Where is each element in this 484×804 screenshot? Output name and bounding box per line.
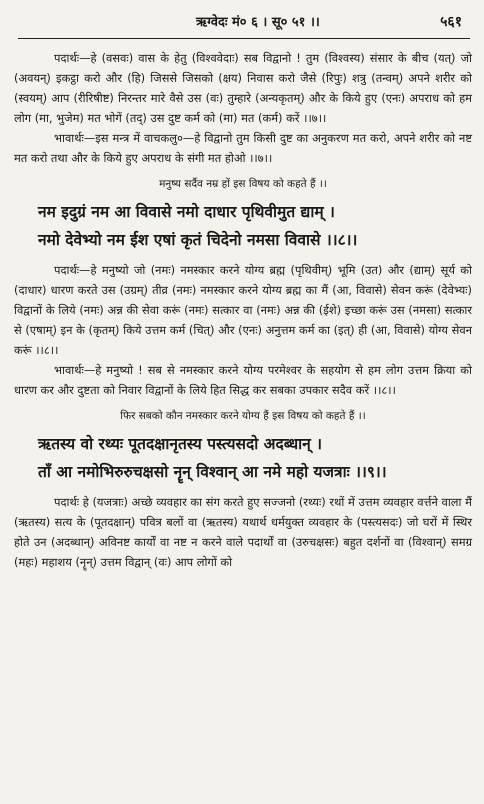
- section-caption-8: मनुष्य सर्दैव नम्र हों इस विषय को कहते हैं ।।: [159, 178, 327, 190]
- running-title: ऋग्वेदः मं० ६ । सू० ५१ ।।: [196, 15, 320, 30]
- padartha-paragraph-8: पदार्थः—हे मनुष्यो जो (नमः) नमस्कार करने योग्य ब्रह्म (पृथिवीम्) भूमि (उत) और (द्याम्) सूर्य को (दाधार) धारण करते उस (उग्रम्) तीव्र (नमः) नमस्कार करने योग्य ब्रह्म का मैं (आ, विवासे) सेवन करूं (देवेभ्यः) विद्वानों के लिये (नमः) अन्न की सेवा करूं (नमः) सत्कार वा (नमः) अन्न की (ईशे) इच्छा करूं उस (नमसा) सत्कार से (एषाम्) इन के (कृतम्) किये उत्तम कर्म (चित्) और (एनः) अनुत्तम कर्म का (इत्) ही (आ, विवासे) योग्य सेवन करूं ।।८।।: [14, 263, 472, 357]
- page-header: [0, 12, 484, 34]
- padartha-paragraph-7: पदार्थः—हे (वसवः) वास के हेतु (विश्ववेदाः) सब विद्वानो ! तुम (विश्वस्य) संसार के बीच (यत्) जो (अवयन्) इकट्ठा करो और (हि) जिससे जिसको (क्षय) निवास करो जैसे (रिपुः) शत्रु (तन्वम्) अपने शरीर को (स्वयम्) आप (रीरिषीष्ट) निरन्तर मारे वैसे उस (वः) तुम्हारे (अन्यकृतम्) और के किये हुए (एनः) अपराध को हम लोग (मा, भुजेम) मत भोगें (तद्) उस दुष्ट कर्म को (मा) मत (कर्म) करें ।।७।।: [14, 51, 472, 125]
- verse-8-line-2: नमो देवेभ्यो नम ईश एषां कृतं चिदेनो नमसा विवासे ।।८।।: [38, 230, 358, 249]
- bhavartha-paragraph-7: भावार्थः—इस मन्त्र में वाचकलु०—हे विद्वानो तुम किसी दुष्ट का अनुकरण मत करो, अपने शरीर को नष्ट मत करो तथा और के किये हुए अपराध के संगी मत होओ ।।७।।: [14, 131, 472, 165]
- bhavartha-paragraph-8: भावार्थः—हे मनुष्यो ! सब से नमस्कार करने योग्य परमेश्वर के सहयोग से हम लोग उत्तम क्रिया को धारण कर और दुष्टता को निवार विद्वानों के लिये हित सिद्ध कर सबका उपकार सदैव करें ।।८।।: [14, 363, 472, 397]
- header-rule: [18, 38, 470, 39]
- padartha-paragraph-9: पदार्थः हे (यजत्राः) अच्छे व्यवहार का संग करते हुए सज्जनो (रथ्यः) रथों में उत्तम व्यवहार वर्त्तने वाला मैं (ऋतस्य) सत्य के (पूतदक्षान्) पवित्र बलों वा (ऋतस्य) यथार्थ धर्मयुक्त व्यवहार के (पस्त्यसदः) जो घरों में स्थिर होते उन (अदब्धान्) अविनष्ट कार्यों वा नष्ट न करने वाले पदार्थों वा (उरुचक्षसः) बहुत दर्शनों वा (विश्वान्) समग्र (महः) महाशय (नॄन्) उत्तम विद्वान् (वः) आप लोगों को: [14, 495, 472, 569]
- page-body: [14, 48, 472, 572]
- section-caption-9: फिर सबको कौन नमस्कार करने योग्य हैं इस विषय को कहते हैं ।।: [120, 410, 366, 422]
- page-number: ५६१: [440, 14, 462, 30]
- verse-8-line-1: नम इदुग्रं नम आ विवासे नमो दाधार पृथिवीमुत द्याम् ।: [38, 202, 335, 221]
- verse-9-line-1: ऋतस्य वो रथ्यः पूतदक्षानृतस्य पस्त्यसदो अदब्धान् ।: [38, 434, 322, 453]
- verse-9-line-2: ताँ आ नमोभिरुरुचक्षसो नॄन् विश्वान् आ नमे महो यजत्राः ।।९।।: [38, 462, 387, 481]
